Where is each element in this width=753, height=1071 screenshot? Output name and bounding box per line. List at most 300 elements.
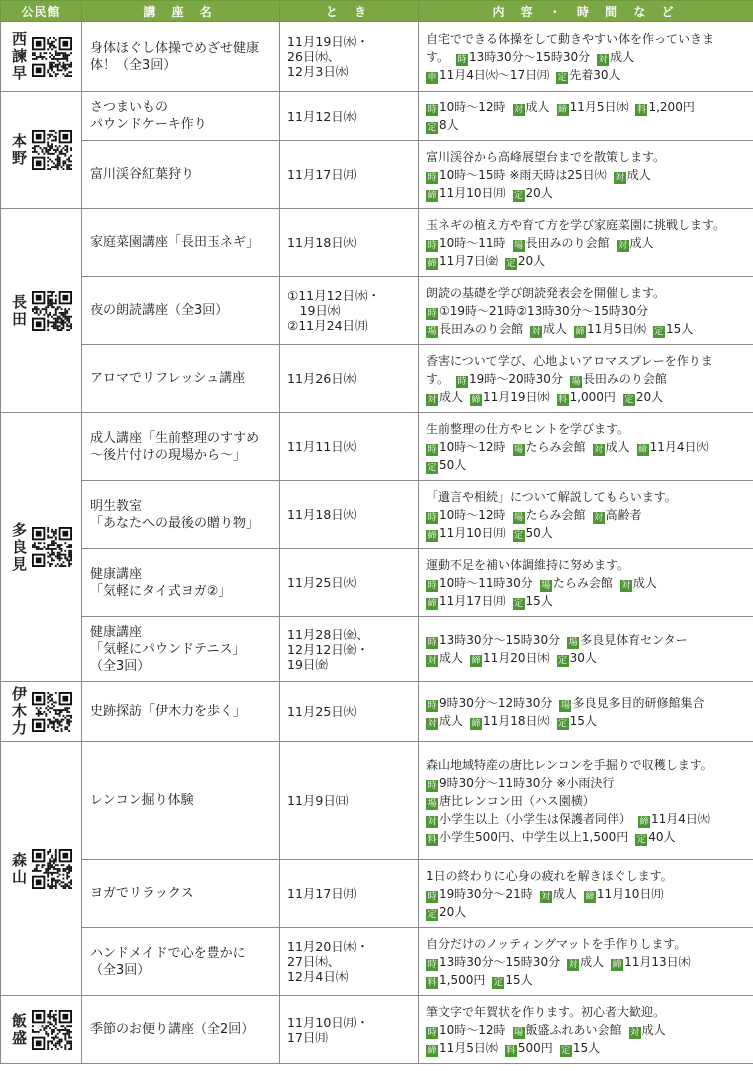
table-row [1,617,753,682]
target-value: 成人 [626,167,651,182]
date-cell [280,92,419,141]
target-value: 成人 [632,575,657,590]
table-row [1,682,753,742]
capacity-field [426,118,459,132]
capacity-icon: 定 [558,718,568,729]
course-title: レンコン掘り体験 [90,793,194,808]
date-cell [280,277,419,345]
venue-value: 唐比レンコン田（ハス園横） [439,793,595,808]
details-line [426,166,750,184]
venue-icon: 場 [427,798,437,809]
hall-cell [1,996,82,1064]
deadline-field [637,440,709,454]
fee-value: 1,000円 [569,389,616,404]
target-value: 成人 [439,389,464,404]
time-field [426,633,560,647]
deadline-value: 11月20日㈭ [483,651,550,665]
header-course: 講 座 名 [82,1,280,22]
hall-cell [1,413,82,682]
course-date: 11月10日㈪・ [287,1014,369,1030]
details-line [426,556,750,574]
deadline-field [470,651,550,665]
capacity-value: 50人 [525,525,553,540]
venue-field [570,372,667,386]
deadline-icon: 締 [471,718,481,729]
details-line [426,488,750,506]
deadline-icon: 締 [575,326,585,337]
table-row [1,481,753,549]
capacity-icon: 定 [654,326,664,337]
target-value: 成人 [641,1022,666,1037]
time-value: 10時～15時 ※雨天時は25日㈫ [439,167,607,182]
table-row [1,345,753,413]
capacity-icon: 定 [506,258,516,269]
time-icon: 時 [457,376,467,387]
course-title-cell [82,413,280,481]
details-line [426,953,750,971]
header-details: 内 容 ・ 時 間 な ど [419,1,753,22]
details-text: 運動不足を補い体調維持に努めます。 [426,557,630,572]
course-date: ①11月12日㈬・ [287,288,381,303]
time-value: 10時～11時 [439,235,506,250]
date-cell [280,22,419,92]
course-title-cell [82,277,280,345]
target-field [426,390,463,404]
fee-field [557,390,616,404]
target-field [593,440,630,454]
qr-code-icon[interactable] [32,692,72,732]
table-row [1,141,753,209]
time-icon: 時 [427,240,437,251]
time-value: 19時30分～21時 [439,886,533,901]
time-icon: 時 [427,580,437,591]
date-cell [280,617,419,682]
capacity-value: 20人 [439,904,467,919]
details-line [426,810,750,828]
details-text: 自宅でできる体操をして動きやすい体を作っていきま [426,31,715,46]
course-title: パウンドケーキ作り [90,117,207,132]
deadline-field [470,390,550,404]
target-value: 成人 [580,954,605,969]
capacity-icon: 定 [561,1045,571,1056]
target-icon: 対 [427,656,437,666]
details-line [426,574,750,592]
venue-icon: 場 [514,512,524,523]
time-field [426,696,552,710]
target-field [513,100,550,114]
target-icon: 対 [598,54,608,65]
fee-value: 1,200円 [648,100,695,114]
hall-block [1,686,81,737]
venue-icon: 場 [514,240,524,251]
fee-field [635,100,694,114]
capacity-value: 50人 [439,457,467,472]
time-field [426,100,506,114]
venue-icon: 場 [514,444,524,455]
details-line [426,1021,750,1039]
target-value: 成人 [552,886,577,901]
details-line [426,756,750,774]
details-line [426,30,750,48]
details-cell [419,481,753,549]
details-cell [419,22,753,92]
details-line [426,320,750,338]
fee-icon: 料 [427,834,437,845]
target-field [530,322,567,336]
target-icon: 対 [427,718,437,729]
venue-field [426,794,595,808]
venue-value: 飯盛ふれあい会館 [525,1022,622,1037]
venue-field [513,508,586,522]
time-field [426,887,533,901]
capacity-field [426,458,466,472]
deadline-value: 11月18日㈫ [483,713,550,728]
deadline-field [611,955,691,969]
details-line [426,592,750,610]
details-line [426,456,750,474]
capacity-value: 20人 [517,253,546,268]
details-line [426,252,750,270]
details-line [426,792,750,810]
time-field [456,372,563,386]
time-icon: 時 [427,638,437,648]
course-title: アロマでリフレッシュ講座 [90,371,246,386]
time-icon: 時 [427,1027,437,1038]
target-value: 成人 [610,49,635,64]
table-row [1,549,753,617]
target-field [617,236,654,250]
target-icon: 対 [621,580,631,591]
venue-field [426,322,523,336]
header-date: と き [280,1,419,22]
deadline-field [426,594,506,608]
details-text: 「遺言や相続」について解説してもらいます。 [426,489,677,504]
deadline-value: 11月5日㈬ [587,321,646,336]
details-text: 香害について学び、心地よいアロマスプレーを作りま [426,353,713,368]
time-field [426,955,560,969]
course-date: 19日㈬ [287,303,341,318]
deadline-field [584,887,664,901]
details-text: す。 [426,49,450,64]
course-title-cell [82,996,280,1064]
course-date: 11月12日㈬ [287,108,357,124]
target-value: 高齢者 [605,507,642,522]
capacity-icon: 定 [636,834,646,845]
target-field [540,887,577,901]
deadline-field [426,1041,498,1055]
capacity-field [505,254,545,268]
course-date: 11月18日㈫ [287,507,357,522]
venue-icon: 場 [560,700,570,711]
capacity-icon: 定 [427,123,437,133]
capacity-field [653,322,693,336]
capacity-icon: 定 [514,598,524,609]
venue-field [559,696,704,710]
target-icon: 対 [427,394,437,405]
date-cell [280,345,419,413]
course-title-cell [82,92,280,141]
time-field [426,1023,506,1037]
details-text: 1日の終わりに心身の疲れを解きほぐします。 [426,868,673,883]
time-value: 13時30分～15時30分 [439,954,561,969]
deadline-field [470,714,550,728]
time-value: 9時30分～11時30分 ※小雨決行 [439,775,615,790]
details-cell [419,141,753,209]
deadline-field [426,254,498,268]
fee-value: 1,500円 [439,972,486,987]
capacity-value: 30人 [569,651,597,665]
course-date: ②11月24日㈪ [287,318,368,333]
details-cell [419,209,753,277]
course-date: 26日㈬、 [287,49,341,64]
venue-field [540,576,613,590]
time-value: 9時30分～12時30分 [439,695,553,710]
details-line [426,148,750,166]
venue-value: たらみ会館 [525,507,586,522]
deadline-icon: 締 [471,656,481,666]
target-value: 成人 [605,439,630,454]
target-value: 成人 [439,713,464,728]
deadline-icon: 締 [427,190,437,201]
hall-name: 森山 [11,850,27,886]
course-date: 11月18日㈫ [287,235,357,250]
details-line [426,48,750,66]
details-line [426,631,750,649]
course-title: 明生教室 [90,498,143,514]
course-title: 成人講座「生前整理のすすめ [90,430,260,446]
venue-icon: 場 [541,580,551,591]
course-title: 体！（全3回） [90,57,177,73]
date-cell [280,209,419,277]
details-cell [419,413,753,481]
deadline-value: 11月10日㈪ [439,185,506,200]
deadline-icon: 締 [638,444,648,455]
course-date: 11月17日㈪ [287,167,357,182]
venue-field [513,1023,622,1037]
time-field [426,440,506,454]
hall-block [1,31,81,82]
course-title: 健康講座 [90,566,143,582]
deadline-icon: 締 [585,891,595,902]
table-row [1,742,753,860]
deadline-icon: 締 [639,816,649,827]
course-title: （全3回） [90,658,151,674]
venue-field [513,236,610,250]
target-field [567,955,604,969]
course-title-cell [82,742,280,860]
target-icon: 対 [615,172,625,183]
details-cell [419,92,753,141]
time-icon: 時 [427,308,437,319]
capacity-field [556,68,620,82]
course-title: 夜の朗読講座（全3回） [90,303,229,318]
course-date: 11月17日㈪ [287,886,357,901]
deadline-value: 11月13日㈭ [624,954,691,969]
course-title-cell [82,860,280,928]
capacity-field [513,594,553,608]
capacity-field [513,526,553,540]
target-icon: 対 [594,444,604,455]
details-line [426,1039,750,1057]
target-icon: 対 [531,326,541,337]
target-icon: 対 [541,891,551,902]
course-title-cell [82,209,280,277]
deadline-field [638,812,710,826]
capacity-icon: 定 [427,462,437,473]
details-line [426,694,750,712]
table-row [1,22,753,92]
qr-code-icon[interactable] [32,1010,72,1050]
table-header-row [1,1,753,22]
qr-code-icon[interactable] [32,37,72,77]
deadline-icon: 締 [471,394,481,405]
details-cell [419,277,753,345]
course-date: 11月25日㈫ [287,704,357,719]
details-line [426,774,750,792]
course-date: 11月26日㈬ [287,371,357,386]
time-value: ①19時～21時②13時30分～15時30分 [439,303,649,318]
target-field [426,651,463,665]
capacity-value: 15人 [525,593,553,608]
details-line [426,116,750,134]
deadline-value: 11月19日㈬ [483,389,550,404]
venue-value: 長田みのり会館 [439,321,524,336]
target-icon: 対 [568,959,578,970]
deadline-value: 11月17日㈪ [439,593,506,608]
course-date: 27日㈭、 [287,954,341,969]
details-line [426,935,750,953]
header-hall: 公民館 [1,1,82,22]
time-value: 10時～12時 [439,507,506,522]
details-line [426,420,750,438]
deadline-field [557,100,629,114]
venue-value: たらみ会館 [552,575,613,590]
fee-icon: 料 [506,1045,516,1056]
time-icon: 時 [427,105,437,115]
time-field [426,168,607,182]
details-text: 自分だけのノッティングマットを手作りします。 [426,936,687,951]
date-cell [280,549,419,617]
details-line [426,524,750,542]
details-text: 富川渓谷から高峰展望台までを散策します。 [426,149,666,164]
deadline-icon: 締 [427,1045,437,1056]
details-line [426,649,750,667]
deadline-icon: 締 [427,530,437,541]
qr-code-icon[interactable] [32,527,72,567]
table-row [1,928,753,996]
table-row [1,996,753,1064]
capacity-icon: 定 [557,72,567,83]
course-title: （全3回） [90,962,151,978]
date-cell [280,928,419,996]
details-text: 朗読の基礎を学び朗読発表会を開催します。 [426,285,666,300]
details-cell [419,682,753,742]
hall-cell [1,22,82,92]
qr-code-icon[interactable] [32,849,72,889]
course-title: 史跡探訪「伊木力を歩く」 [90,704,247,719]
capacity-field [635,830,675,844]
time-field [426,236,506,250]
deadline-icon: 締 [427,598,437,609]
date-cell [280,996,419,1064]
venue-value: 多良見体育センター [580,633,688,647]
capacity-icon: 定 [514,190,524,201]
target-field [593,508,642,522]
hall-block [1,1010,81,1050]
course-title-cell [82,928,280,996]
details-line [426,506,750,524]
details-cell [419,345,753,413]
table-row [1,92,753,141]
fee-field [426,973,485,987]
venue-value: 長田みのり会館 [582,371,667,386]
details-line [426,216,750,234]
capacity-icon: 定 [427,909,437,920]
venue-value: たらみ会館 [525,439,586,454]
date-cell [280,860,419,928]
apply-field [426,68,549,82]
details-line [426,284,750,302]
capacity-value: 15人 [505,972,533,987]
table-row [1,413,753,481]
deadline-field [426,186,506,200]
target-value: 成人 [629,235,654,250]
capacity-field [492,973,532,987]
capacity-field [557,651,597,665]
deadline-icon: 締 [427,258,437,269]
details-text: 生前整理の仕方やヒントを学びます。 [426,421,630,436]
deadline-value: 11月10日㈪ [596,886,664,901]
table-row [1,860,753,928]
details-cell [419,996,753,1064]
date-cell [280,481,419,549]
course-title-cell [82,617,280,682]
target-field [620,576,657,590]
details-line [426,438,750,456]
capacity-value: 40人 [648,829,676,844]
fee-field [426,830,628,844]
target-value: 成人 [543,321,568,336]
qr-code-icon[interactable] [32,291,72,331]
course-title-cell [82,481,280,549]
details-line [426,712,750,730]
time-field [456,50,590,64]
details-line [426,370,750,388]
deadline-field [574,322,646,336]
course-date: 11月9日㈰ [287,793,349,808]
details-line [426,302,750,320]
time-icon: 時 [427,444,437,455]
venue-icon: 場 [568,638,578,648]
fee-icon: 料 [558,394,568,405]
course-title: 健康講座 [90,624,143,640]
hall-name: 西諫早 [11,30,27,82]
course-title: ～後片付けの現場から～」 [90,447,247,463]
target-field [597,50,634,64]
details-line [426,352,750,370]
details-cell [419,860,753,928]
course-title: 季節のお便り講座（全2回） [90,1022,255,1037]
hall-name: 飯盛 [11,1011,27,1047]
target-field [426,714,463,728]
course-title: 富川渓谷紅葉狩り [90,167,195,182]
hall-cell [1,92,82,209]
capacity-value: 20人 [635,389,664,404]
date-cell [280,141,419,209]
deadline-icon: 締 [612,959,622,970]
qr-code-icon[interactable] [32,130,72,170]
course-title-cell [82,345,280,413]
